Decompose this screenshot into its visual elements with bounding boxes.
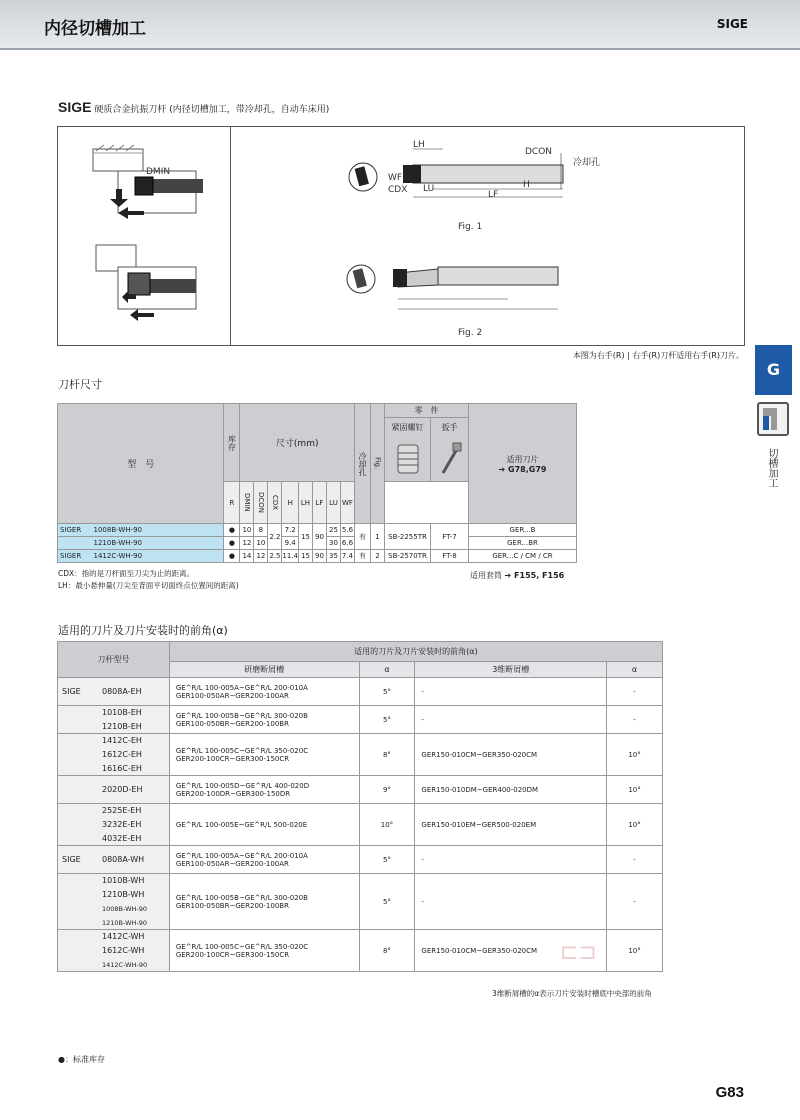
alpha-ground: 9° bbox=[359, 776, 415, 804]
alpha-molded: 10° bbox=[607, 930, 663, 972]
alpha-molded: - bbox=[607, 874, 663, 930]
th-cdx: CDX bbox=[268, 482, 282, 524]
row3-dcon: 12 bbox=[254, 550, 268, 563]
th-dcon: DCON bbox=[254, 482, 268, 524]
ground-insert-range bbox=[169, 846, 359, 874]
wrench-icon bbox=[435, 439, 465, 479]
row3-dmin: 14 bbox=[240, 550, 254, 563]
holder-model bbox=[58, 748, 170, 762]
row1-stock: ● bbox=[224, 524, 240, 537]
row1-screw: SB-2255TR bbox=[385, 524, 431, 550]
table2-title: 适用的刀片及刀片安装时的前角(α) bbox=[58, 624, 228, 637]
holder-model bbox=[58, 902, 170, 916]
holder-model-code: 1412C-EH bbox=[102, 736, 142, 746]
th-ground: 研磨断屑槽 bbox=[169, 662, 359, 678]
ground-insert-line: GER200-100CR~GER300-150CR bbox=[175, 950, 290, 959]
table1-title: 刀杆尺寸 bbox=[58, 378, 102, 391]
row3-model: 1412C-WH-90 bbox=[94, 550, 224, 563]
molded-insert-range: GER150-010DM~GER400-020DM bbox=[415, 776, 607, 804]
ground-insert-line: GER100-050BR~GER200-100BR bbox=[175, 719, 289, 728]
holder-model bbox=[58, 944, 170, 958]
fig2-drawing bbox=[343, 239, 593, 329]
fig1-label-dmin: DMIN bbox=[146, 167, 171, 177]
holder-model-code: 1616C-EH bbox=[102, 763, 142, 773]
side-tab-letter: G bbox=[755, 345, 792, 395]
row2-dcon: 10 bbox=[254, 537, 268, 550]
holder-model bbox=[58, 734, 170, 748]
holder-model bbox=[58, 706, 170, 720]
figure-box bbox=[57, 126, 745, 346]
ground-insert-range bbox=[169, 804, 359, 846]
row3-wf: 7.4 bbox=[341, 550, 355, 563]
row1-fig: 1 bbox=[371, 524, 385, 550]
row3-lu: 35 bbox=[327, 550, 341, 563]
section-desc: 硬质合金抗振刀杆 (内径切槽加工，带冷却孔，自动车床用) bbox=[94, 105, 330, 115]
row2-insert: GER...BR bbox=[469, 537, 577, 550]
ground-insert-range bbox=[169, 734, 359, 776]
page-number: G83 bbox=[715, 1084, 744, 1101]
row3-screw: SB-2570TR bbox=[385, 550, 431, 563]
th-insert-ref[interactable]: ➔ G78,G79 bbox=[498, 464, 547, 474]
row1-lu: 25 bbox=[327, 524, 341, 537]
holder-model bbox=[58, 776, 170, 804]
ground-insert-line: GE^R/L 100-005C~GE^R/L 350-020C bbox=[175, 942, 309, 951]
holder-dimensions-table bbox=[57, 403, 577, 563]
alpha-ground: 5° bbox=[359, 678, 415, 706]
holder-model bbox=[58, 804, 170, 818]
row1-h: 7.2 bbox=[282, 524, 299, 537]
fig1-caption: Fig. 1 bbox=[458, 222, 483, 232]
row2-lu: 30 bbox=[327, 537, 341, 550]
alpha-ground: 8° bbox=[359, 734, 415, 776]
th-molded: 3维断屑槽 bbox=[415, 662, 607, 678]
holder-series: SIGE bbox=[62, 855, 81, 864]
molded-insert-range: GER150-010CM~GER350-020CM bbox=[415, 734, 607, 776]
holder-model-code: 1612C-EH bbox=[102, 750, 142, 759]
th-r: R bbox=[224, 482, 240, 524]
insert-rake-table bbox=[57, 641, 663, 972]
ground-insert-line: GE^R/L 100-005B~GE^R/L 300-020B bbox=[175, 893, 308, 902]
ground-insert-range bbox=[169, 706, 359, 734]
fig1-drawing bbox=[343, 137, 593, 227]
header-title: 内径切槽加工 bbox=[44, 19, 146, 39]
table-row bbox=[58, 776, 663, 804]
section-title bbox=[58, 99, 329, 115]
molded-insert-range: - bbox=[415, 874, 607, 930]
header-code: SIGE bbox=[716, 17, 748, 31]
th-screw-label: 紧固螺钉 bbox=[391, 423, 424, 432]
fig1-label-lf: LF bbox=[488, 190, 499, 200]
grooving-icon bbox=[757, 402, 789, 436]
th-wf: WF bbox=[341, 482, 355, 524]
row3-coolant: 有 bbox=[355, 550, 371, 563]
th-screw bbox=[385, 418, 431, 482]
th-h: H bbox=[282, 482, 299, 524]
molded-insert-range: GER150-010EM~GER500-020EM bbox=[415, 804, 607, 846]
holder-model bbox=[58, 874, 170, 888]
row2-stock: ● bbox=[224, 537, 240, 550]
alpha-molded: 10° bbox=[607, 734, 663, 776]
row1-series: SIGER bbox=[58, 524, 94, 537]
th-lu: LU bbox=[327, 482, 341, 524]
table1-note-lh: LH：最小悬伸量(刀尖至背面平切面终点位置间的距离) bbox=[58, 581, 239, 590]
holder-model bbox=[58, 678, 170, 706]
ground-insert-range bbox=[169, 874, 359, 930]
table2-note: 3维断屑槽的α表示刀片安装时槽底中央部的前角 bbox=[492, 989, 652, 998]
row2-wf: 6.6 bbox=[341, 537, 355, 550]
th-alpha2: α bbox=[607, 662, 663, 678]
fig1-label-cdx: CDX bbox=[388, 185, 408, 195]
table-row bbox=[58, 706, 663, 720]
ground-insert-line: GE^R/L 100-005C~GE^R/L 350-020C bbox=[175, 746, 309, 755]
th-insert-ref-text: G78,G79 bbox=[508, 464, 547, 474]
ground-insert-line: GE^R/L 100-005E~GE^R/L 500-020E bbox=[175, 820, 308, 829]
alpha-ground: 5° bbox=[359, 706, 415, 734]
fig1-label-coolant: 冷却孔 bbox=[573, 158, 601, 168]
ground-insert-line: GE^R/L 100-005B~GE^R/L 300-020B bbox=[175, 711, 308, 720]
figure-divider bbox=[230, 127, 231, 345]
row1-lf: 90 bbox=[313, 524, 327, 550]
section-code: SIGE bbox=[58, 99, 92, 115]
row3-cdx: 2.5 bbox=[268, 550, 282, 563]
holder-model-code: 0808A-EH bbox=[102, 687, 142, 696]
th-dims: 尺寸(mm) bbox=[240, 404, 355, 482]
th-coolant: 冷却孔 bbox=[355, 404, 371, 524]
holder-model bbox=[58, 832, 170, 846]
molded-insert-range: GER150-010CM~GER350-020CM bbox=[415, 930, 607, 972]
screw-icon bbox=[393, 439, 423, 479]
table-row bbox=[58, 524, 577, 537]
th-insert-label: 适用刀片 bbox=[506, 454, 539, 464]
ground-insert-line: GE^R/L 100-005A~GE^R/L 200-010A bbox=[175, 851, 308, 860]
holder-model bbox=[58, 916, 170, 930]
figure-note: 本图为右手(R) | 右手(R)刀杆适用右手(R)刀片。 bbox=[572, 351, 744, 360]
th-wrench-label: 扳手 bbox=[441, 423, 458, 432]
alpha-molded: - bbox=[607, 846, 663, 874]
table-row bbox=[58, 734, 663, 748]
ground-insert-line: GE^R/L 100-005D~GE^R/L 400-020D bbox=[175, 781, 310, 790]
table-row bbox=[58, 678, 663, 706]
watermark-logo: ⊏⊐ bbox=[560, 940, 597, 965]
holder-model bbox=[58, 762, 170, 776]
th-stock: 库存 bbox=[224, 404, 240, 482]
fig1-label-lu: LU bbox=[423, 184, 435, 194]
row3-insert: GER...C / CM / CR bbox=[469, 550, 577, 563]
alpha-ground: 5° bbox=[359, 874, 415, 930]
row3-stock: ● bbox=[224, 550, 240, 563]
holder-model bbox=[58, 818, 170, 832]
th-fig: Fig. bbox=[371, 404, 385, 524]
molded-insert-range: - bbox=[415, 706, 607, 734]
th-insert bbox=[469, 404, 577, 524]
row3-lh: 15 bbox=[299, 550, 313, 563]
ground-insert-line: GER100-050BR~GER200-100BR bbox=[175, 901, 289, 910]
row2-h: 9.4 bbox=[282, 537, 299, 550]
holder-model-code: 1210B-WH bbox=[102, 890, 145, 899]
row3-h: 11.4 bbox=[282, 550, 299, 563]
holder-model bbox=[58, 930, 170, 944]
fig1-label-wf: WF bbox=[388, 173, 403, 183]
fig1-label-dcon: DCON bbox=[525, 147, 553, 157]
row1-wrench: FT-7 bbox=[431, 524, 469, 550]
th-wrench bbox=[431, 418, 469, 482]
molded-insert-range: - bbox=[415, 846, 607, 874]
alpha-molded: 10° bbox=[607, 776, 663, 804]
holder-model-code: 1010B-EH bbox=[102, 708, 142, 718]
row1-model: 1008B-WH-90 bbox=[94, 524, 224, 537]
machining-schematic bbox=[58, 127, 228, 345]
th-dmin: DMIN bbox=[240, 482, 254, 524]
holder-model bbox=[58, 958, 170, 972]
holder-model-code: 2020D-EH bbox=[102, 785, 143, 794]
holder-model-code: 2525E-EH bbox=[102, 806, 142, 816]
row1-coolant: 有 bbox=[355, 524, 371, 550]
holder-model-code: 1412C-WH bbox=[102, 932, 145, 942]
holder-model-code: 1210B-EH bbox=[102, 721, 142, 731]
th-holder: 刀杆型号 bbox=[58, 642, 170, 678]
holder-model bbox=[58, 720, 170, 734]
alpha-ground: 8° bbox=[359, 930, 415, 972]
th-group: 适用的刀片及刀片安装时的前角(α) bbox=[169, 642, 662, 662]
sleeve-reference[interactable]: 适用套筒 ➔ F155, F156 bbox=[470, 571, 565, 580]
fig1-label-lh: LH bbox=[413, 140, 425, 150]
th-lf: LF bbox=[313, 482, 327, 524]
row3-wrench: FT-8 bbox=[431, 550, 469, 563]
holder-model bbox=[58, 846, 170, 874]
row1-lh: 15 bbox=[299, 524, 313, 550]
table-row bbox=[58, 804, 663, 818]
ground-insert-range bbox=[169, 678, 359, 706]
page-header bbox=[0, 0, 800, 50]
row3-series: SIGER bbox=[58, 550, 94, 563]
holder-model-code: 1612C-WH bbox=[102, 946, 145, 955]
table-row bbox=[58, 550, 577, 563]
ground-insert-line: GER200-100CR~GER300-150CR bbox=[175, 754, 290, 763]
row2-dmin: 12 bbox=[240, 537, 254, 550]
table-row bbox=[58, 846, 663, 874]
side-label: 切槽加工 bbox=[766, 448, 777, 488]
ground-insert-range bbox=[169, 930, 359, 972]
ground-insert-line: GER200-100DR~GER300-150DR bbox=[175, 789, 291, 798]
alpha-molded: 10° bbox=[607, 804, 663, 846]
sleeve-ref: F155, F156 bbox=[514, 571, 565, 580]
molded-insert-range: - bbox=[415, 678, 607, 706]
th-alpha1: α bbox=[359, 662, 415, 678]
row3-lf: 90 bbox=[313, 550, 327, 563]
table-row bbox=[58, 874, 663, 888]
row1-dmin: 10 bbox=[240, 524, 254, 537]
ground-insert-line: GE^R/L 100-005A~GE^R/L 200-010A bbox=[175, 683, 308, 692]
holder-model-code: 1010B-WH bbox=[102, 876, 145, 886]
table1-note-cdx: CDX：指的是刀杆面至刀尖为止的距离。 bbox=[58, 569, 195, 578]
holder-model-code: 3232E-EH bbox=[102, 820, 142, 829]
row1-cdx: 2.2 bbox=[268, 524, 282, 550]
holder-series: SIGE bbox=[62, 687, 81, 696]
stock-legend: ●：标准库存 bbox=[58, 1055, 105, 1064]
row2-series bbox=[58, 537, 94, 550]
sleeve-label: 适用套筒 bbox=[470, 571, 502, 580]
alpha-molded: - bbox=[607, 678, 663, 706]
alpha-molded: - bbox=[607, 706, 663, 734]
holder-model bbox=[58, 888, 170, 902]
ground-insert-line: GER100-050AR~GER200-100AR bbox=[175, 691, 289, 700]
row3-fig: 2 bbox=[371, 550, 385, 563]
row2-model: 1210B-WH-90 bbox=[94, 537, 224, 550]
holder-model-code: 4032E-EH bbox=[102, 833, 142, 843]
holder-model-code: 1210B-WH-90 bbox=[102, 918, 148, 927]
row1-dcon: 8 bbox=[254, 524, 268, 537]
holder-model-code: 1008B-WH-90 bbox=[102, 905, 148, 913]
th-model: 型 号 bbox=[58, 404, 224, 524]
row1-wf: 5.6 bbox=[341, 524, 355, 537]
alpha-ground: 5° bbox=[359, 846, 415, 874]
fig2-caption: Fig. 2 bbox=[458, 328, 483, 338]
ground-insert-line: GER100-050AR~GER200-100AR bbox=[175, 859, 289, 868]
ground-insert-range bbox=[169, 776, 359, 804]
th-parts: 零 件 bbox=[385, 404, 469, 418]
fig1-label-h: H bbox=[523, 180, 530, 190]
holder-model-code: 1412C-WH-90 bbox=[102, 960, 148, 969]
row1-insert: GER...B bbox=[469, 524, 577, 537]
holder-model-code: 0808A-WH bbox=[102, 855, 145, 864]
th-lh: LH bbox=[299, 482, 313, 524]
alpha-ground: 10° bbox=[359, 804, 415, 846]
